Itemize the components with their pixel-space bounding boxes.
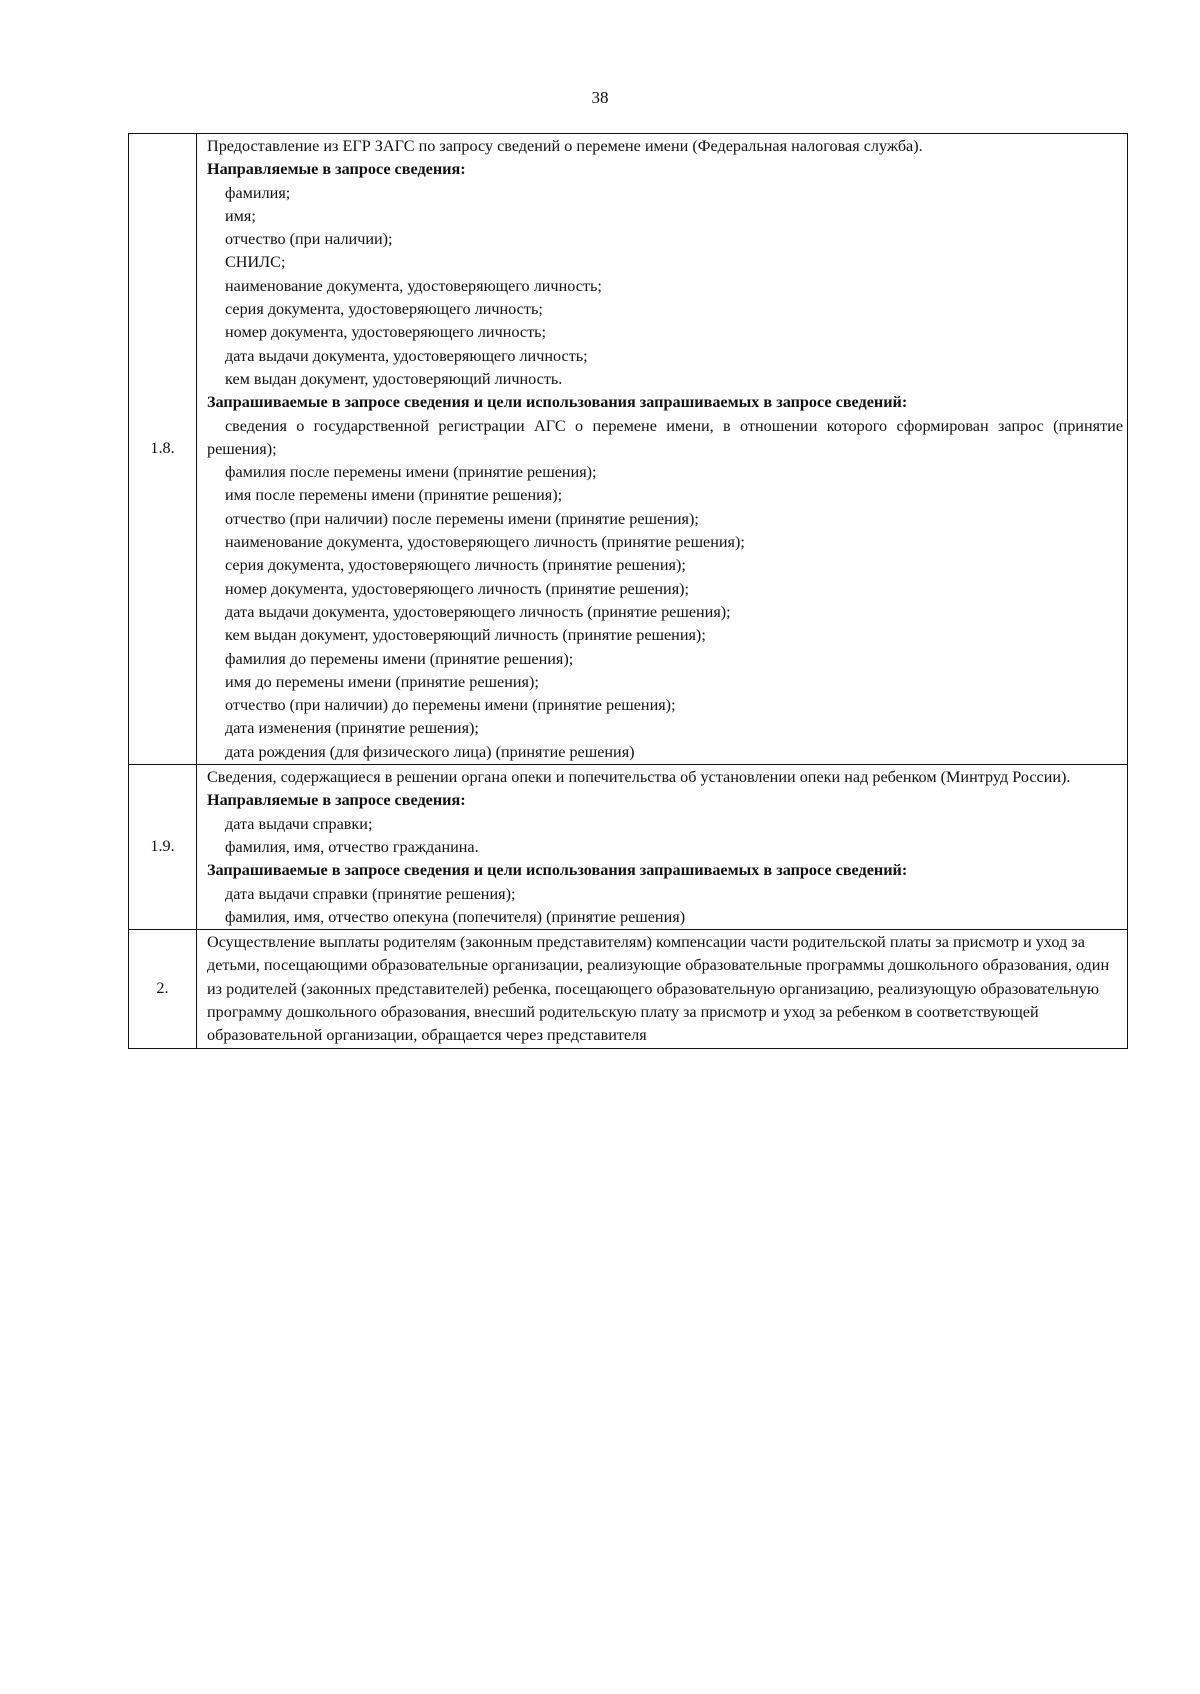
list-item: наименование документа, удостоверяющего личность (принятие решения); — [225, 533, 745, 552]
list-item: имя; — [225, 206, 256, 225]
services-table — [128, 133, 1128, 1049]
row-title: Сведения, содержащиеся в решении органа опеки и попечительства об установлении опеки над ребенком (Минтруд России). — [207, 768, 1071, 787]
list-item: отчество (при наличии) после перемены имени (принятие решения); — [225, 509, 699, 528]
list-item: дата выдачи справки; — [225, 814, 373, 833]
sent-heading: Направляемые в запросе сведения: — [207, 160, 466, 179]
row-title: Осуществление выплаты родителям (законным представителям) компенсации части родительской платы за присмотр и уход за детьми, посещающими образовательные организации, реализующие образовательные программы дошкольного образования, один из родителей (законных представителей) ребенка, посещающего образовательную организацию, реализующую образовательную программу дошкольного образования, внесший родительскую плату за присмотр и уход за ребенком в соответствующей образовательной организации, обращается через представителя — [207, 933, 1110, 1045]
row-content — [197, 765, 1128, 930]
list-item: дата выдачи документа, удостоверяющего личность; — [225, 346, 588, 365]
list-item: дата выдачи документа, удостоверяющего личность (принятие решения); — [225, 602, 731, 621]
row-number: 1.9. — [129, 765, 197, 930]
list-item: номер документа, удостоверяющего личность; — [225, 323, 547, 342]
list-item: дата рождения (для физического лица) (принятие решения) — [225, 742, 635, 761]
row-content — [197, 134, 1128, 765]
list-item: фамилия, имя, отчество опекуна (попечителя) (принятие решения) — [225, 907, 686, 926]
list-item: фамилия после перемены имени (принятие решения); — [225, 463, 597, 482]
list-item: имя после перемены имени (принятие решения); — [225, 486, 563, 505]
list-item: дата изменения (принятие решения); — [225, 719, 479, 738]
row-title: Предоставление из ЕГР ЗАГС по запросу сведений о перемене имени (Федеральная налоговая служба). — [207, 137, 923, 155]
list-item: кем выдан документ, удостоверяющий личность. — [225, 369, 563, 388]
list-item: имя до перемены имени (принятие решения); — [225, 672, 539, 691]
list-item: дата выдачи справки (принятие решения); — [225, 884, 516, 903]
row-content — [197, 930, 1128, 1048]
row-number: 1.8. — [129, 134, 197, 765]
page-number: 38 — [591, 88, 609, 107]
list-item: кем выдан документ, удостоверяющий личность (принятие решения); — [225, 626, 706, 645]
table-row — [129, 765, 1128, 930]
requested-heading: Запрашиваемые в запросе сведения и цели использования запрашиваемых в запросе сведений: — [207, 393, 908, 412]
row-number: 2. — [129, 930, 197, 1048]
list-item: фамилия; — [225, 183, 291, 202]
list-item: отчество (при наличии) до перемены имени (принятие решения); — [225, 696, 676, 715]
list-item: номер документа, удостоверяющего личность (принятие решения); — [225, 579, 690, 598]
list-item: серия документа, удостоверяющего личность; — [225, 300, 543, 319]
list-item: СНИЛС; — [225, 253, 286, 272]
list-item: сведения о государственной регистрации АГС о перемене имени, в отношении которого сформирован запрос (принятие решения); — [207, 416, 1123, 458]
table-row — [129, 930, 1128, 1048]
list-item: фамилия до перемены имени (принятие решения); — [225, 649, 574, 668]
list-item: фамилия, имя, отчество гражданина. — [225, 837, 479, 856]
requested-heading: Запрашиваемые в запросе сведения и цели использования запрашиваемых в запросе сведений: — [207, 861, 908, 880]
table-row — [129, 134, 1128, 765]
list-item: отчество (при наличии); — [225, 230, 393, 249]
list-item: наименование документа, удостоверяющего личность; — [225, 276, 602, 295]
list-item: серия документа, удостоверяющего личность (принятие решения); — [225, 556, 686, 575]
sent-heading: Направляемые в запросе сведения: — [207, 791, 466, 810]
